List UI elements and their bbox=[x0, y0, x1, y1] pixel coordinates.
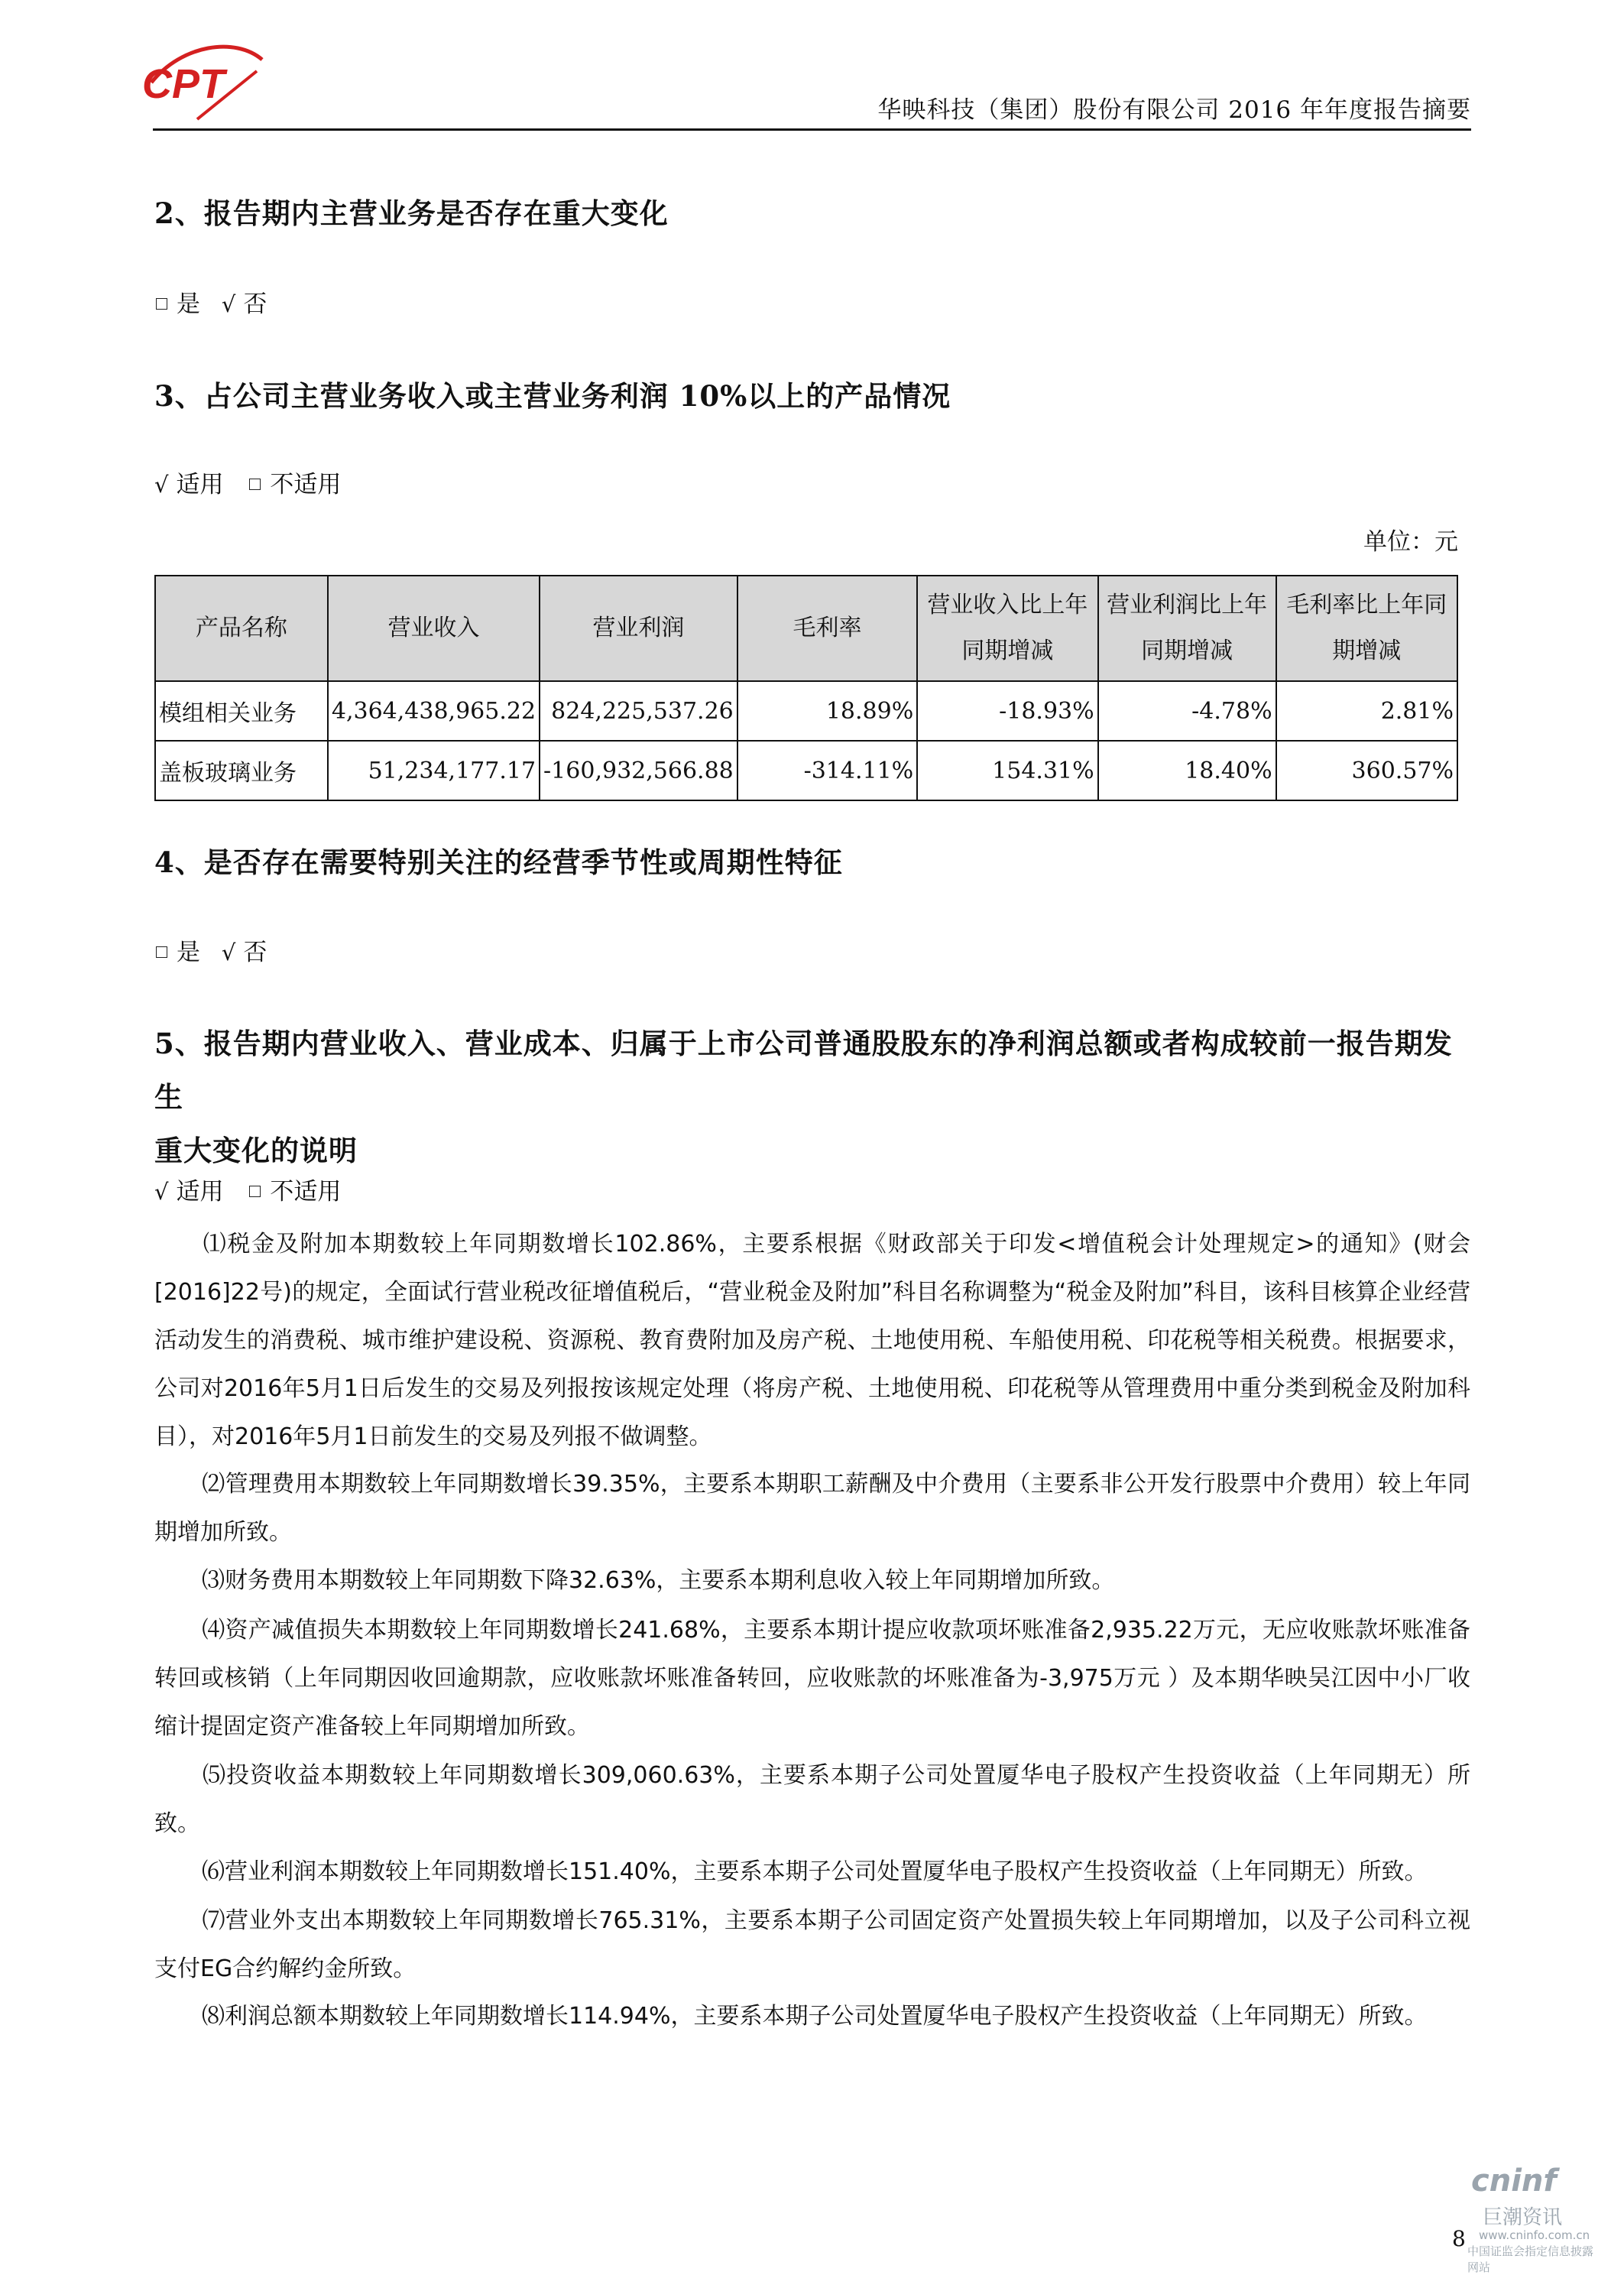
report-title: 华映科技（集团）股份有限公司 2016 年年度报告摘要 bbox=[877, 96, 1471, 124]
table-cell: 18.40% bbox=[1098, 741, 1276, 800]
explanation-paragraph: ⑶财务费用本期数较上年同期数下降32.63%，主要系本期利息收入较上年同期增加所致。 bbox=[202, 1567, 1115, 1594]
section-3-heading: 3、占公司主营业务收入或主营业务利润 10%以上的产品情况 bbox=[154, 379, 951, 413]
checkbox-empty bbox=[249, 479, 261, 490]
explanation-paragraph: ⑹营业利润本期数较上年同期数增长151.40%，主要系本期子公司处置厦华电子股权产生投资收益（上年同期无）所致。 bbox=[202, 1858, 1428, 1885]
watermark-cn: 巨潮资讯 bbox=[1483, 2206, 1563, 2229]
unit-label: 单位：元 bbox=[1363, 528, 1458, 556]
table-row bbox=[155, 681, 1457, 741]
option-no-label: 否 bbox=[243, 939, 267, 966]
section-5-heading: 5、报告期内营业收入、营业成本、归属于上市公司普通股股东的净利润总额或者构成较前一报告期发生 重大变化的说明 bbox=[154, 1027, 1453, 1167]
column-header: 毛利率比上年同 期增减 bbox=[1276, 576, 1457, 681]
table-cell: 824,225,537.26 bbox=[540, 681, 737, 741]
check-mark-icon: √ bbox=[221, 291, 236, 317]
explanation-paragraph: ⑴税金及附加本期数较上年同期数增长102.86%，主要系根据《财政部关于印发<增值税会计处理规定>的通知》(财会[2016]22号)的规定，全面试行营业税改征增值税后，“营业税金及附加”科目名称调整为“税金及附加”科目，该科目核算企业经营活动发生的消费税、城市维护建设税、资源税、教育费附加及房产税、土地使用税、车船使用税、印花税等相关税费。根据要求，公司对2016年5月1日后发生的交易及列报按该规定处理（将房产税、土地使用税、印花税等从管理费用中重分类到税金及附加科目），对2016年5月1日前发生的交易及列报不做调整。 bbox=[154, 1231, 1470, 1450]
column-header: 营业利润 bbox=[540, 576, 737, 681]
table-cell: 盖板玻璃业务 bbox=[155, 741, 328, 800]
column-header: 产品名称 bbox=[155, 576, 328, 681]
company-logo bbox=[136, 29, 274, 128]
column-header: 营业收入 bbox=[328, 576, 540, 681]
header-divider bbox=[153, 128, 1471, 131]
table-cell: -4.78% bbox=[1098, 681, 1276, 741]
section-4-heading: 4、是否存在需要特别关注的经营季节性或周期性特征 bbox=[154, 845, 843, 879]
column-header: 营业利润比上年 同期增减 bbox=[1098, 576, 1276, 681]
table-cell: -314.11% bbox=[737, 741, 917, 800]
option-applicable-label: 适用 bbox=[176, 471, 224, 498]
column-header: 毛利率 bbox=[737, 576, 917, 681]
explanation-paragraph: ⑺营业外支出本期数较上年同期数增长765.31%，主要系本期子公司固定资产处置损失较上年同期增加，以及子公司科立视支付EG合约解约金所致。 bbox=[154, 1907, 1470, 1982]
section-4-options bbox=[154, 937, 267, 968]
table-cell: 2.81% bbox=[1276, 681, 1457, 741]
table-cell: 360.57% bbox=[1276, 741, 1457, 800]
table-cell: 51,234,177.17 bbox=[328, 741, 540, 800]
check-mark-icon: √ bbox=[154, 472, 169, 498]
table-cell: 模组相关业务 bbox=[155, 681, 328, 741]
section-5-options bbox=[154, 1176, 341, 1207]
checkbox-empty bbox=[249, 1186, 261, 1197]
watermark-brand: cninf bbox=[1471, 2163, 1557, 2199]
explanation-paragraph: ⑸投资收益本期数较上年同期数增长309,060.63%，主要系本期子公司处置厦华电子股权产生投资收益（上年同期无）所致。 bbox=[154, 1762, 1470, 1837]
table-cell: 154.31% bbox=[917, 741, 1097, 800]
check-mark-icon: √ bbox=[154, 1179, 169, 1205]
checkbox-empty bbox=[156, 298, 167, 310]
cninfo-watermark bbox=[1448, 2163, 1601, 2274]
option-not-applicable-label: 不适用 bbox=[270, 471, 342, 498]
table-cell: -160,932,566.88 bbox=[540, 741, 737, 800]
logo-text: CPT bbox=[142, 61, 225, 107]
watermark-note: 中国证监会指定信息披露网站 bbox=[1467, 2244, 1594, 2274]
option-applicable-label: 适用 bbox=[176, 1178, 224, 1206]
checkbox-empty bbox=[156, 946, 167, 958]
section-3-options bbox=[154, 469, 341, 500]
table-header-row bbox=[155, 576, 1457, 681]
section-2-heading: 2、报告期内主营业务是否存在重大变化 bbox=[154, 196, 669, 230]
table-row bbox=[155, 741, 1457, 800]
table-cell: 18.89% bbox=[737, 681, 917, 741]
table-cell: 4,364,438,965.22 bbox=[328, 681, 540, 741]
option-no-label: 否 bbox=[243, 290, 267, 318]
section-2-options bbox=[154, 289, 267, 320]
option-yes-label: 是 bbox=[177, 939, 200, 966]
explanation-paragraph: ⑵管理费用本期数较上年同期数增长39.35%，主要系本期职工薪酬及中介费用（主要系非公开发行股票中介费用）较上年同期增加所致。 bbox=[154, 1471, 1470, 1546]
column-header: 营业收入比上年 同期增减 bbox=[917, 576, 1097, 681]
explanation-paragraph: ⑷资产减值损失本期数较上年同期数增长241.68%，主要系本期计提应收款项坏账准备2,935.22万元，无应收账款坏账准备转回或核销（上年同期因收回逾期款，应收账款坏账准备转回，应收账款的坏账准备为-3,975万元 ）及本期华映吴江因中小厂收缩计提固定资产准备较上年同期增加所致。 bbox=[154, 1617, 1470, 1740]
option-not-applicable-label: 不适用 bbox=[270, 1178, 342, 1206]
check-mark-icon: √ bbox=[221, 940, 236, 965]
explanation-paragraph: ⑻利润总额本期数较上年同期数增长114.94%，主要系本期子公司处置厦华电子股权产生投资收益（上年同期无）所致。 bbox=[202, 2003, 1428, 2030]
watermark-url: www.cninfo.com.cn bbox=[1479, 2228, 1590, 2242]
option-yes-label: 是 bbox=[177, 290, 200, 318]
table-cell: -18.93% bbox=[917, 681, 1097, 741]
page-number: 8 bbox=[1452, 2226, 1466, 2251]
product-table bbox=[154, 575, 1458, 801]
